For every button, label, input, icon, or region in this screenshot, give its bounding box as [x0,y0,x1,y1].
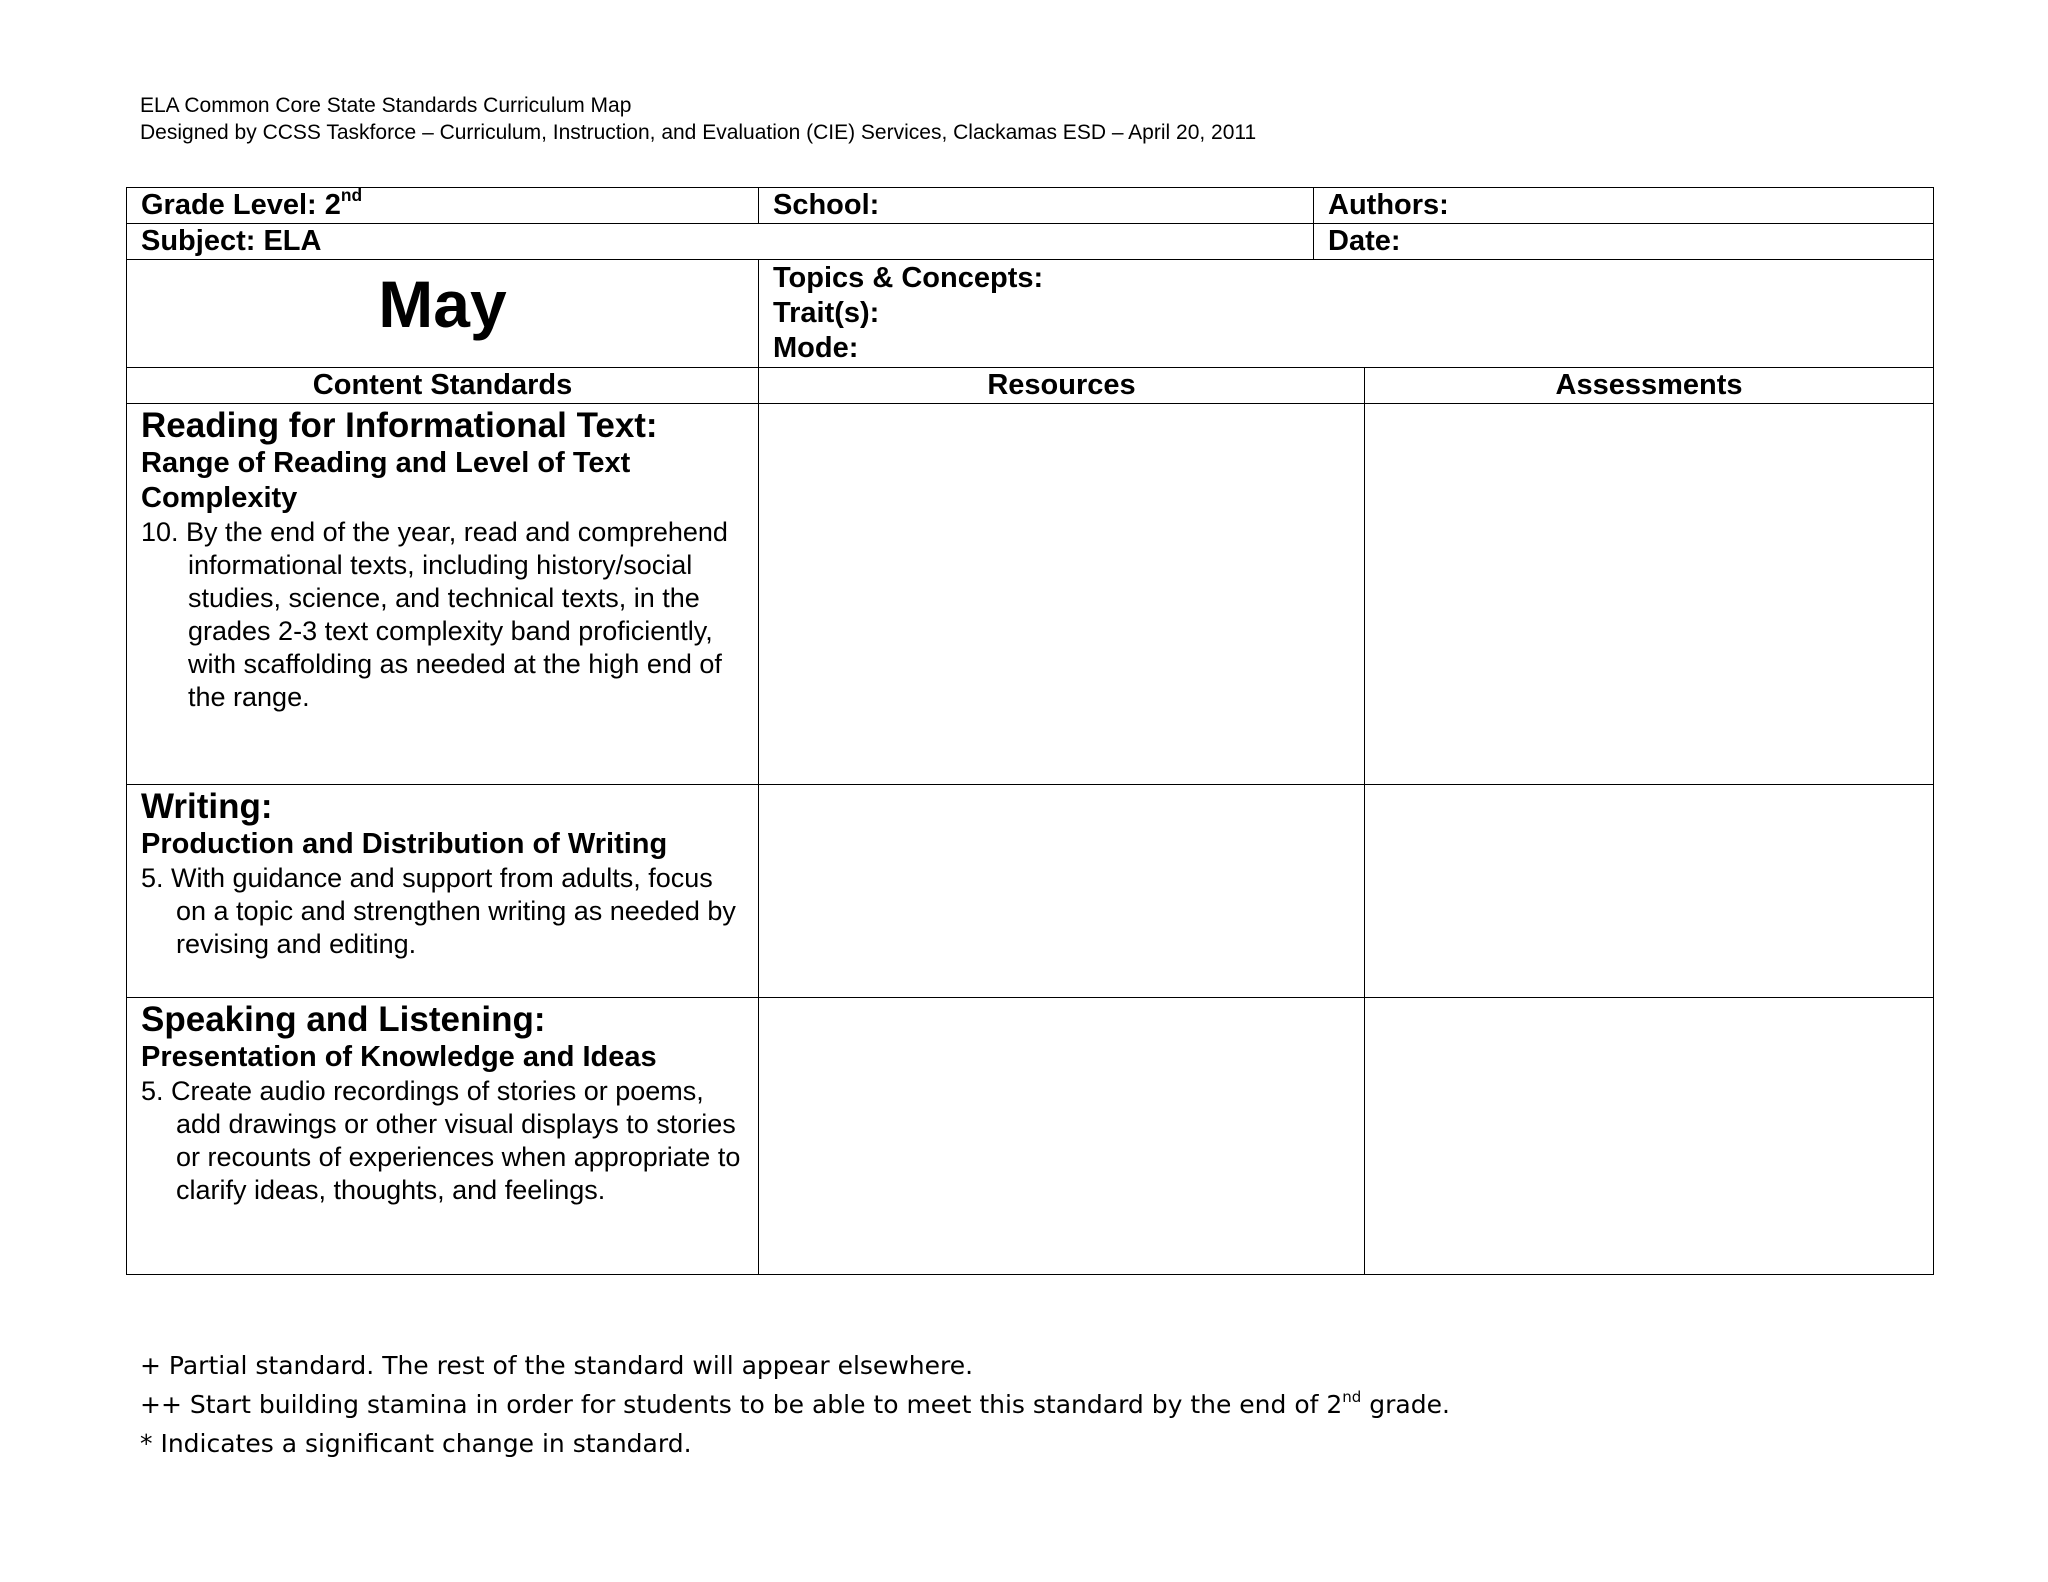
traits-label: Trait(s): [773,297,880,329]
month-cell [127,260,759,368]
table-row [127,785,1934,998]
standard-text: 10. By the end of the year, read and comprehend informational texts, including history/social studies, science, and technical texts, in the grades 2-3 text complexity band proficiently, with scaffolding as needed at the high end of the range. [141,517,728,712]
table-row [127,998,1934,1275]
assessments-cell [1365,404,1934,785]
column-header-content-standards: Content Standards [127,368,759,404]
school-label: School: [773,189,880,221]
column-header-assessments: Assessments [1365,368,1934,404]
date-cell [1314,224,1934,260]
strand-title: Speaking and Listening: [141,1000,546,1039]
footnote-partial: + Partial standard. The rest of the standard will appear elsewhere. [140,1351,974,1380]
cluster-title: Range of Reading and Level of Text Complexity [141,447,631,514]
curriculum-map-table [126,184,1934,1275]
footnote-stamina [140,1385,1450,1424]
month-title: May [378,267,507,341]
standard-text: 5. Create audio recordings of stories or poems, add drawings or other visual displays to stories or recounts of experiences when appropriate to clarify ideas, thoughts, and feelings. [141,1076,741,1205]
authors-label: Authors: [1328,189,1449,221]
subject-label: Subject: ELA [141,225,322,257]
footnote-stamina-suffix: nd [1342,1387,1362,1406]
footnote-stamina-text: ++ Start building stamina in order for students to be able to meet this standard by the end of 2 [140,1390,1343,1419]
topics-label: Topics & Concepts: [773,262,1044,294]
footnote-significant: * Indicates a significant change in standard. [140,1429,692,1458]
footnote-stamina-end: grade. [1361,1390,1450,1419]
authors-cell [1314,188,1934,224]
grade-level-suffix: nd [340,184,363,205]
subject-cell [127,224,1314,260]
grade-level-cell [127,184,759,224]
content-standard-cell [127,998,759,1275]
assessments-cell [1365,998,1934,1275]
document-header [140,92,1256,146]
date-label: Date: [1328,225,1401,257]
content-standard-cell [127,785,759,998]
cluster-title: Production and Distribution of Writing [141,828,668,860]
strand-title: Reading for Informational Text: [141,406,658,445]
column-header-resources: Resources [759,368,1365,404]
footnotes [140,1346,1450,1463]
school-cell [759,188,1314,224]
resources-cell [759,998,1365,1275]
cluster-title: Presentation of Knowledge and Ideas [141,1041,657,1073]
assessments-cell [1365,785,1934,998]
topics-cell [759,260,1934,368]
header-title: ELA Common Core State Standards Curriculum Map [140,94,632,117]
content-standard-cell [127,404,759,785]
grade-level-label: Grade Level: 2 [141,189,341,221]
mode-label: Mode: [773,332,859,364]
resources-cell [759,404,1365,785]
standard-text: 5. With guidance and support from adults, focus on a topic and strengthen writing as needed by revising and editing. [141,863,736,959]
resources-cell [759,785,1365,998]
table-row [127,404,1934,785]
header-subtitle: Designed by CCSS Taskforce – Curriculum, Instruction, and Evaluation (CIE) Services, Clackamas ESD – April 20, 2011 [140,121,1257,144]
strand-title: Writing: [141,787,273,826]
